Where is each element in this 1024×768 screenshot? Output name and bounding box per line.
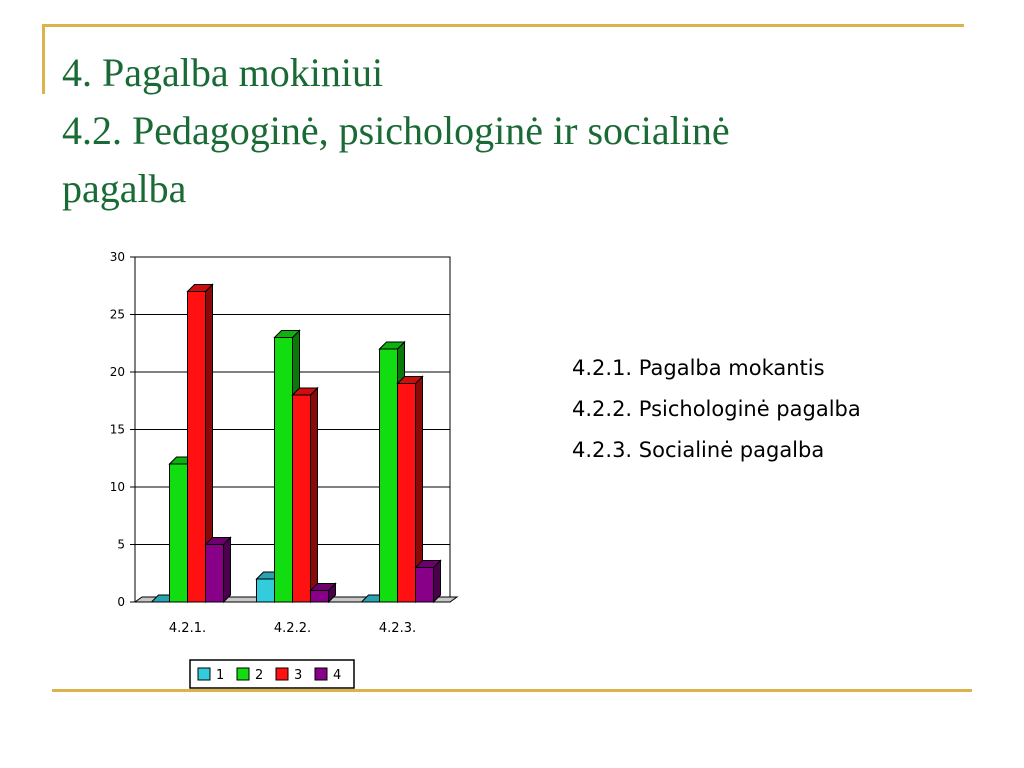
- bar-4-2-2-series-4: [311, 584, 336, 603]
- legend-label: 3: [294, 668, 303, 683]
- left-rule: [42, 24, 45, 94]
- y-tick-label: 15: [109, 422, 125, 437]
- bar-4-2-2-series-3: [293, 388, 318, 602]
- x-tick-label: 4.2.2.: [273, 621, 312, 636]
- bar-front: [206, 545, 224, 603]
- category-notes: [572, 348, 861, 471]
- title-line-3: pagalba: [62, 166, 187, 211]
- y-tick-label: 0: [117, 595, 125, 609]
- bar-front: [311, 591, 329, 603]
- bar-side: [224, 538, 231, 603]
- legend-swatch: [237, 668, 249, 680]
- bar-front: [170, 464, 188, 602]
- note-4-2-2: 4.2.2. Psichologinė pagalba: [572, 397, 861, 421]
- bar-front: [257, 579, 275, 602]
- slide-title: [62, 44, 962, 218]
- top-rule: [42, 24, 964, 27]
- y-tick-label: 10: [109, 480, 125, 494]
- bar-4-2-3-series-4: [416, 561, 441, 603]
- chart-legend: [190, 660, 354, 688]
- bar-side: [311, 388, 318, 602]
- x-tick-label: 4.2.1.: [168, 621, 207, 636]
- y-tick-label: 25: [109, 307, 125, 322]
- bar-front: [380, 349, 398, 602]
- bottom-rule: [52, 689, 972, 692]
- bar-front: [416, 568, 434, 603]
- legend-swatch: [315, 668, 327, 680]
- y-tick-label: 30: [109, 250, 125, 264]
- bar-front: [275, 338, 293, 603]
- bar-4-2-1-series-4: [206, 538, 231, 603]
- bar-chart: [80, 240, 470, 695]
- title-line-2: 4.2. Pedagoginė, psichologinė ir socialinė: [62, 108, 730, 153]
- note-4-2-1: 4.2.1. Pagalba mokantis: [572, 356, 825, 380]
- legend-swatch: [198, 668, 210, 680]
- bar-front: [293, 395, 311, 602]
- y-tick-label: 20: [109, 365, 125, 379]
- legend-label: 2: [255, 668, 264, 683]
- title-line-1: 4. Pagalba mokiniui: [62, 50, 384, 95]
- bar-front: [188, 292, 206, 603]
- bar-front: [398, 384, 416, 603]
- legend-swatch: [276, 668, 288, 680]
- note-4-2-3: 4.2.3. Socialinė pagalba: [572, 438, 825, 462]
- y-tick-label: 5: [117, 537, 125, 552]
- bars-layer: [152, 285, 441, 603]
- x-tick-label: 4.2.3.: [378, 621, 417, 636]
- legend-label: 4: [333, 668, 342, 683]
- legend-box: [190, 660, 354, 688]
- legend-label: 1: [216, 668, 225, 683]
